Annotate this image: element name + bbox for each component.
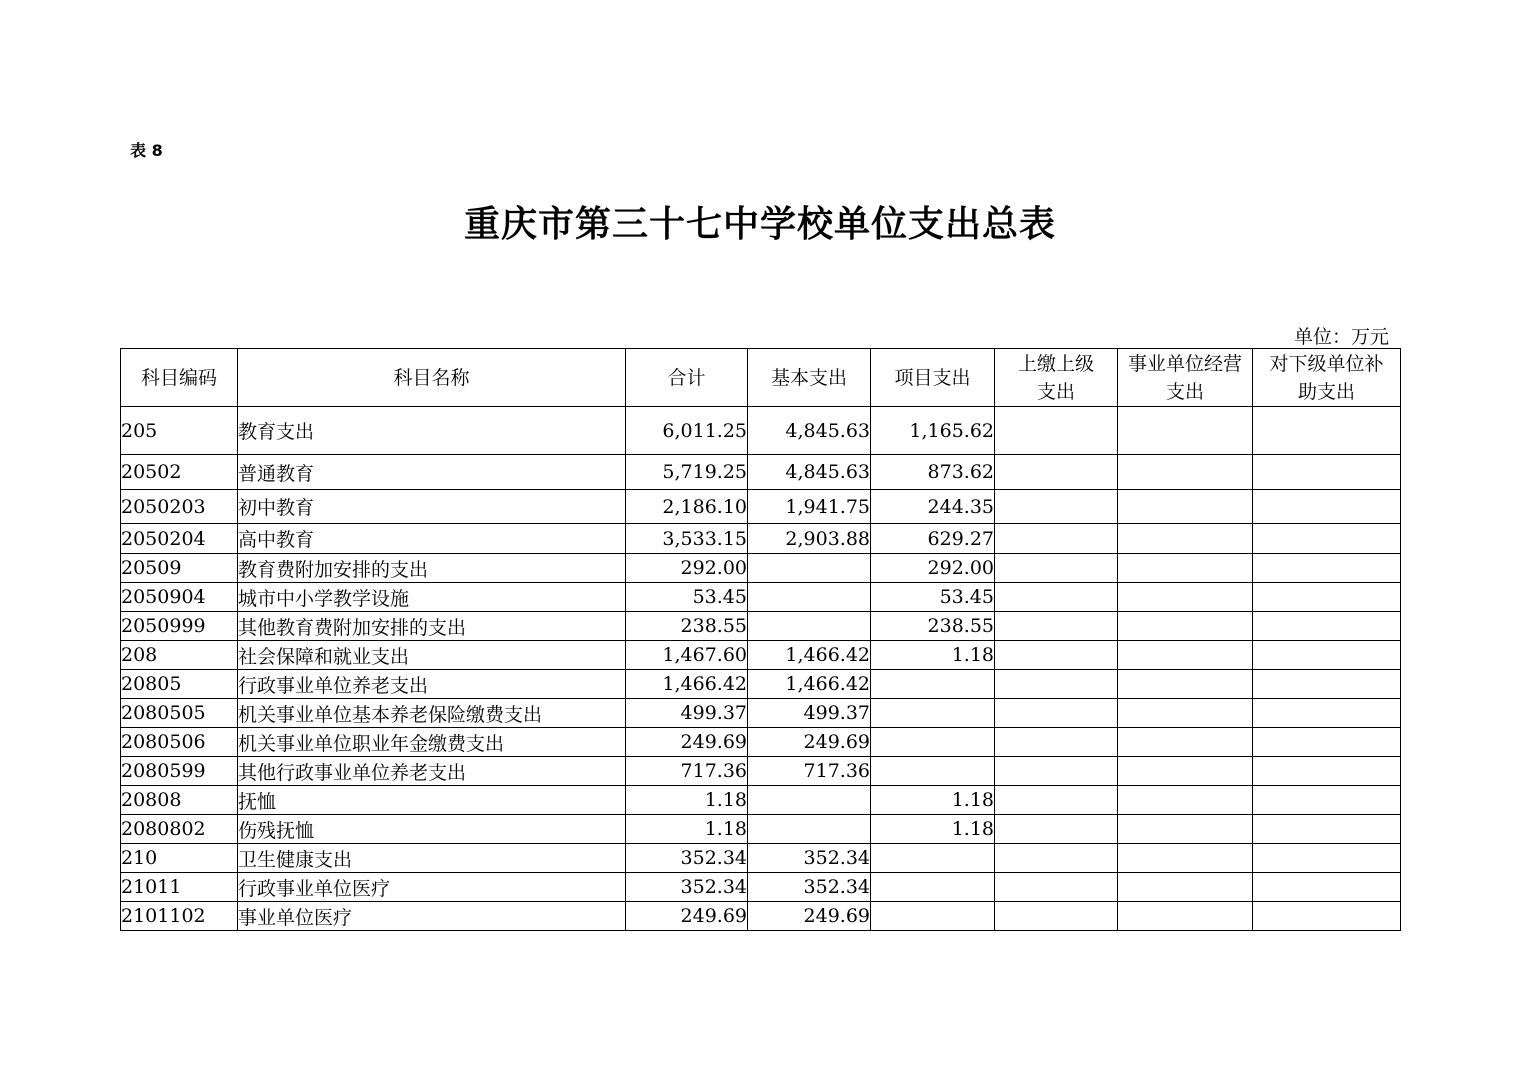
cell-code: 2080505: [121, 699, 238, 728]
cell-basic: 1,466.42: [748, 670, 871, 699]
cell-project: 238.55: [871, 612, 995, 641]
cell-code: 2050204: [121, 524, 238, 554]
cell-project: 244.35: [871, 490, 995, 524]
cell-upper: [995, 583, 1118, 612]
expenditure-table: [120, 348, 1401, 931]
cell-business: [1118, 612, 1253, 641]
cell-code: 20509: [121, 554, 238, 583]
cell-project: 1.18: [871, 641, 995, 670]
header-basic: 基本支出: [748, 349, 871, 407]
cell-business: [1118, 844, 1253, 873]
cell-name: 其他教育费附加安排的支出: [238, 612, 626, 641]
cell-subsidy: [1253, 699, 1401, 728]
cell-business: [1118, 524, 1253, 554]
cell-business: [1118, 407, 1253, 455]
header-code: 科目编码: [121, 349, 238, 407]
cell-upper: [995, 844, 1118, 873]
table-row: [121, 455, 1401, 490]
cell-subsidy: [1253, 815, 1401, 844]
header-total: 合计: [626, 349, 748, 407]
cell-business: [1118, 455, 1253, 490]
cell-subsidy: [1253, 455, 1401, 490]
cell-subsidy: [1253, 902, 1401, 931]
table-body: [121, 407, 1401, 931]
cell-code: 20808: [121, 786, 238, 815]
cell-total: 53.45: [626, 583, 748, 612]
cell-upper: [995, 902, 1118, 931]
cell-name: 机关事业单位基本养老保险缴费支出: [238, 699, 626, 728]
cell-project: 629.27: [871, 524, 995, 554]
cell-project: 1,165.62: [871, 407, 995, 455]
cell-name: 伤残抚恤: [238, 815, 626, 844]
table-row: [121, 902, 1401, 931]
cell-total: 249.69: [626, 728, 748, 757]
cell-upper: [995, 786, 1118, 815]
cell-name: 抚恤: [238, 786, 626, 815]
cell-name: 行政事业单位医疗: [238, 873, 626, 902]
cell-total: 5,719.25: [626, 455, 748, 490]
table-number-label: 表 8: [130, 141, 163, 160]
cell-project: [871, 670, 995, 699]
header-subsidy: 对下级单位补助支出: [1253, 349, 1401, 407]
cell-upper: [995, 455, 1118, 490]
cell-subsidy: [1253, 873, 1401, 902]
cell-subsidy: [1253, 554, 1401, 583]
cell-subsidy: [1253, 612, 1401, 641]
table-row: [121, 670, 1401, 699]
cell-upper: [995, 554, 1118, 583]
cell-project: [871, 728, 995, 757]
cell-basic: 249.69: [748, 902, 871, 931]
cell-total: 1,466.42: [626, 670, 748, 699]
cell-subsidy: [1253, 844, 1401, 873]
cell-upper: [995, 490, 1118, 524]
cell-subsidy: [1253, 786, 1401, 815]
cell-total: 249.69: [626, 902, 748, 931]
cell-total: 352.34: [626, 844, 748, 873]
cell-basic: 1,941.75: [748, 490, 871, 524]
cell-business: [1118, 641, 1253, 670]
cell-upper: [995, 612, 1118, 641]
cell-project: 1.18: [871, 815, 995, 844]
cell-business: [1118, 873, 1253, 902]
cell-subsidy: [1253, 490, 1401, 524]
cell-name: 城市中小学教学设施: [238, 583, 626, 612]
cell-name: 普通教育: [238, 455, 626, 490]
cell-name: 教育支出: [238, 407, 626, 455]
table-row: [121, 844, 1401, 873]
cell-basic: [748, 583, 871, 612]
cell-basic: [748, 786, 871, 815]
cell-basic: [748, 815, 871, 844]
cell-code: 2080802: [121, 815, 238, 844]
table-row: [121, 554, 1401, 583]
cell-business: [1118, 902, 1253, 931]
cell-project: [871, 757, 995, 786]
cell-business: [1118, 757, 1253, 786]
table-row: [121, 786, 1401, 815]
cell-basic: 499.37: [748, 699, 871, 728]
cell-total: 6,011.25: [626, 407, 748, 455]
cell-basic: 249.69: [748, 728, 871, 757]
cell-total: 1.18: [626, 786, 748, 815]
cell-basic: 717.36: [748, 757, 871, 786]
header-upper: 上缴上级支出: [995, 349, 1118, 407]
cell-name: 社会保障和就业支出: [238, 641, 626, 670]
cell-business: [1118, 786, 1253, 815]
cell-subsidy: [1253, 757, 1401, 786]
cell-basic: 4,845.63: [748, 455, 871, 490]
cell-total: 292.00: [626, 554, 748, 583]
cell-subsidy: [1253, 524, 1401, 554]
cell-upper: [995, 815, 1118, 844]
cell-project: [871, 873, 995, 902]
cell-name: 机关事业单位职业年金缴费支出: [238, 728, 626, 757]
table-row: [121, 490, 1401, 524]
table-row: [121, 699, 1401, 728]
cell-upper: [995, 757, 1118, 786]
unit-label: 单位：万元: [1293, 326, 1389, 348]
cell-upper: [995, 407, 1118, 455]
cell-name: 行政事业单位养老支出: [238, 670, 626, 699]
table-row: [121, 524, 1401, 554]
cell-code: 2050203: [121, 490, 238, 524]
cell-project: 292.00: [871, 554, 995, 583]
cell-total: 2,186.10: [626, 490, 748, 524]
cell-code: 20502: [121, 455, 238, 490]
table-row: [121, 873, 1401, 902]
cell-business: [1118, 728, 1253, 757]
cell-code: 205: [121, 407, 238, 455]
cell-project: [871, 902, 995, 931]
table-header-row: [121, 349, 1401, 407]
cell-total: 352.34: [626, 873, 748, 902]
cell-subsidy: [1253, 728, 1401, 757]
cell-upper: [995, 670, 1118, 699]
cell-upper: [995, 873, 1118, 902]
cell-code: 2080506: [121, 728, 238, 757]
cell-name: 卫生健康支出: [238, 844, 626, 873]
cell-code: 2080599: [121, 757, 238, 786]
cell-business: [1118, 554, 1253, 583]
cell-name: 高中教育: [238, 524, 626, 554]
cell-basic: 352.34: [748, 873, 871, 902]
cell-total: 499.37: [626, 699, 748, 728]
table-row: [121, 757, 1401, 786]
cell-business: [1118, 815, 1253, 844]
cell-subsidy: [1253, 407, 1401, 455]
cell-project: 53.45: [871, 583, 995, 612]
cell-total: 1.18: [626, 815, 748, 844]
cell-code: 208: [121, 641, 238, 670]
table-row: [121, 728, 1401, 757]
cell-upper: [995, 728, 1118, 757]
cell-business: [1118, 583, 1253, 612]
table-row: [121, 583, 1401, 612]
cell-code: 2050904: [121, 583, 238, 612]
cell-code: 210: [121, 844, 238, 873]
cell-total: 238.55: [626, 612, 748, 641]
cell-name: 事业单位医疗: [238, 902, 626, 931]
cell-code: 2050999: [121, 612, 238, 641]
cell-basic: 2,903.88: [748, 524, 871, 554]
table-row: [121, 815, 1401, 844]
page-title: 重庆市第三十七中学校单位支出总表: [463, 204, 1056, 245]
cell-basic: 1,466.42: [748, 641, 871, 670]
cell-name: 初中教育: [238, 490, 626, 524]
header-business: 事业单位经营支出: [1118, 349, 1253, 407]
cell-project: 1.18: [871, 786, 995, 815]
cell-business: [1118, 490, 1253, 524]
cell-project: [871, 699, 995, 728]
cell-name: 教育费附加安排的支出: [238, 554, 626, 583]
cell-subsidy: [1253, 583, 1401, 612]
cell-business: [1118, 699, 1253, 728]
table-row: [121, 407, 1401, 455]
header-name: 科目名称: [238, 349, 626, 407]
cell-subsidy: [1253, 641, 1401, 670]
cell-project: 873.62: [871, 455, 995, 490]
cell-code: 20805: [121, 670, 238, 699]
cell-total: 1,467.60: [626, 641, 748, 670]
cell-basic: [748, 612, 871, 641]
cell-basic: [748, 554, 871, 583]
cell-basic: 4,845.63: [748, 407, 871, 455]
cell-upper: [995, 641, 1118, 670]
cell-project: [871, 844, 995, 873]
cell-total: 3,533.15: [626, 524, 748, 554]
cell-name: 其他行政事业单位养老支出: [238, 757, 626, 786]
cell-business: [1118, 670, 1253, 699]
cell-total: 717.36: [626, 757, 748, 786]
header-project: 项目支出: [871, 349, 995, 407]
cell-upper: [995, 699, 1118, 728]
cell-code: 2101102: [121, 902, 238, 931]
cell-upper: [995, 524, 1118, 554]
table-row: [121, 612, 1401, 641]
cell-code: 21011: [121, 873, 238, 902]
cell-subsidy: [1253, 670, 1401, 699]
table-row: [121, 641, 1401, 670]
cell-basic: 352.34: [748, 844, 871, 873]
